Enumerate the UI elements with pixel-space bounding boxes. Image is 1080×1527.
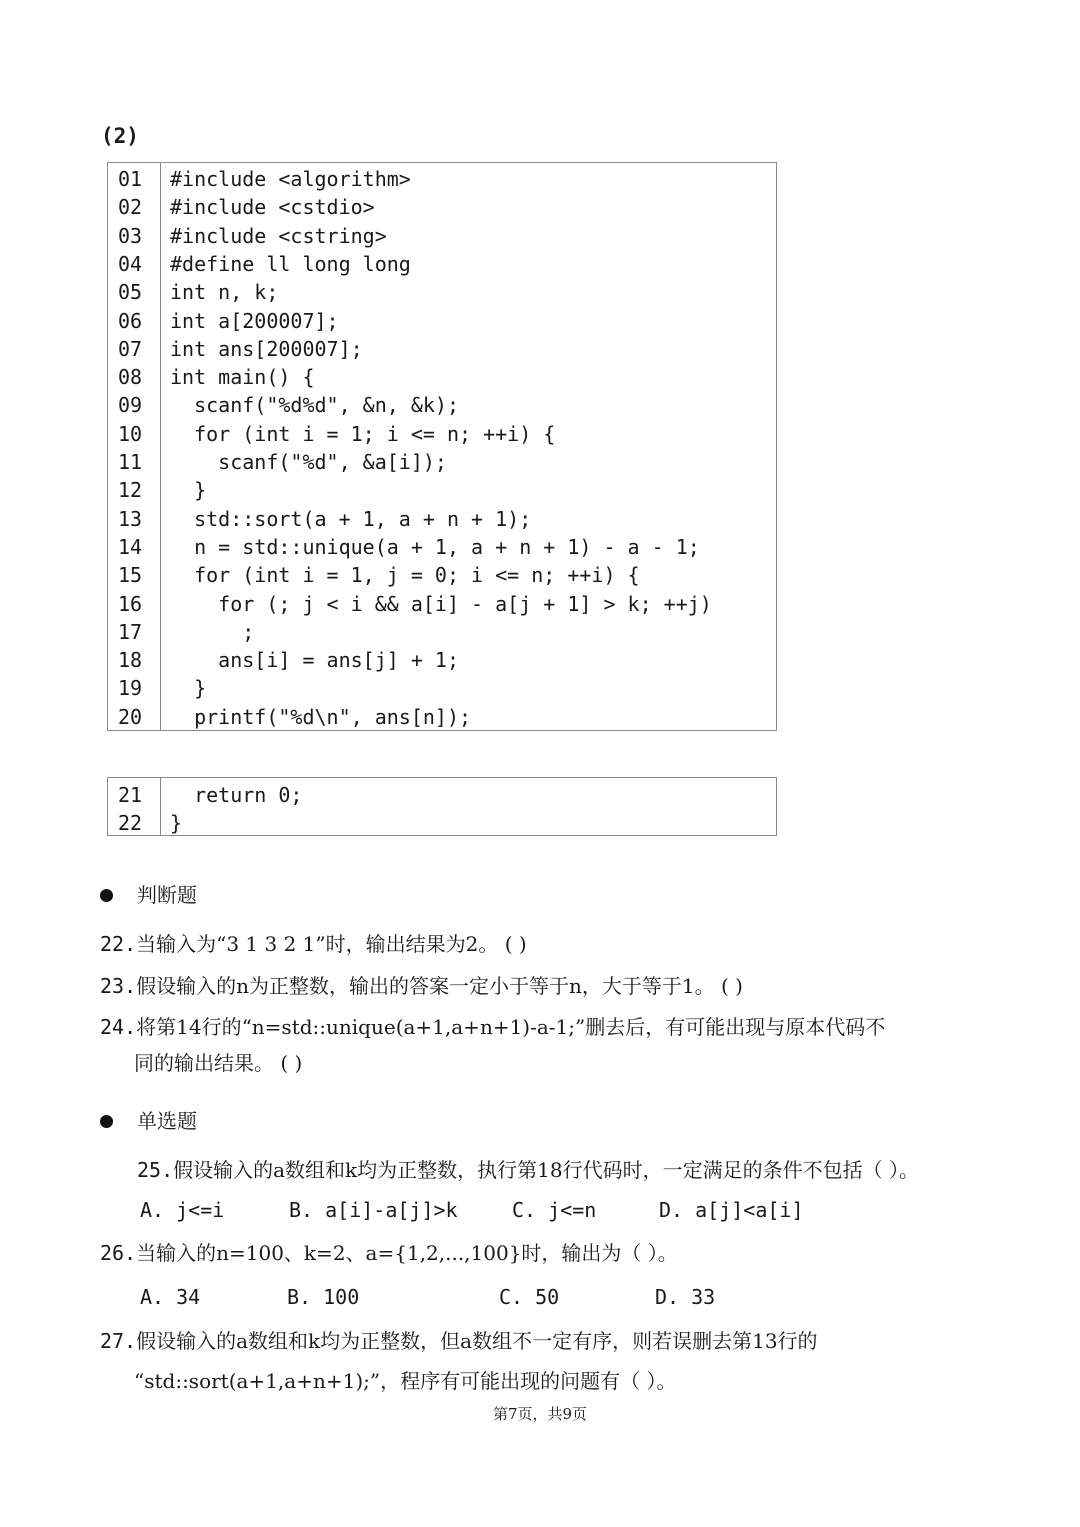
question-text-line-1: 假设输入的a数组和k均为正整数，但a数组不一定有序，则若误删去第13行的 xyxy=(136,1329,818,1353)
code-block-lines-21-22 xyxy=(107,777,777,836)
option-b: B. 100 xyxy=(287,1285,360,1309)
option-c: C. 50 xyxy=(499,1285,560,1309)
question-text: 假设输入的n为正整数，输出的答案一定小于等于n，大于等于1。 ( ) xyxy=(136,974,743,998)
code-text: return 0; xyxy=(170,783,303,807)
code-text: #include <algorithm> xyxy=(170,167,411,191)
question-number: 26. xyxy=(100,1241,137,1265)
code-text: #include <cstdio> xyxy=(170,195,375,220)
line-number: 21 xyxy=(118,783,143,807)
question-27 xyxy=(100,1323,980,1399)
question-text-line-2: “std::sort(a+1,a+n+1);”，程序有可能出现的问题有（ ）。 xyxy=(134,1369,677,1393)
question-22 xyxy=(100,926,980,962)
code-text: int n, k; xyxy=(170,280,279,305)
question-text-line-1: 将第14行的“n=std::unique(a+1,a+n+1)-a-1;”删去后，有可能出现与原本代码不 xyxy=(136,1015,886,1039)
code-text: } xyxy=(170,478,207,503)
question-text: 当输入为“3 1 3 2 1”时，输出结果为2。 ( ) xyxy=(136,932,527,956)
question-text: 当输入的n=100、k=2、a={1,2,...,100}时，输出为（ ）。 xyxy=(136,1241,678,1265)
line-number: 17 xyxy=(118,619,143,644)
line-number: 03 xyxy=(118,223,143,248)
option-b: B. a[i]-a[j]>k xyxy=(289,1198,458,1222)
page-footer: 第7页，共9页 xyxy=(492,1405,588,1423)
line-number: 02 xyxy=(118,195,143,220)
code-text: n = std::unique(a + 1, a + n + 1) - a - 1; xyxy=(170,534,700,559)
option-c: C. j<=n xyxy=(512,1198,597,1222)
line-number: 18 xyxy=(118,648,143,673)
option-a: A. j<=i xyxy=(140,1198,225,1222)
line-number: 14 xyxy=(118,534,143,559)
code-text: ; xyxy=(170,619,255,644)
code-text: for (int i = 1; i <= n; ++i) { xyxy=(170,421,556,446)
question-number: 24. xyxy=(100,1015,137,1039)
line-number: 20 xyxy=(118,704,143,729)
line-number: 15 xyxy=(118,563,143,588)
section-title-single-choice: 单选题 xyxy=(137,1109,197,1133)
bullet-icon xyxy=(100,889,113,902)
line-number: 22 xyxy=(118,811,143,835)
line-number: 07 xyxy=(118,336,143,361)
bullet-icon xyxy=(100,1115,113,1128)
code-text: #define ll long long xyxy=(170,251,411,276)
code-text: scanf("%d", &a[i]); xyxy=(170,450,447,474)
code-text: int a[200007]; xyxy=(170,308,339,333)
code-block-lines-1-20 xyxy=(107,162,777,731)
code-text: scanf("%d%d", &n, &k); xyxy=(170,393,459,418)
code-text: ans[i] = ans[j] + 1; xyxy=(170,648,459,673)
option-d: D. 33 xyxy=(655,1285,716,1309)
code-text: for (int i = 1, j = 0; i <= n; ++i) { xyxy=(170,563,640,588)
question-number: 25. xyxy=(137,1158,174,1182)
question-text-line-2: 同的输出结果。 ( ) xyxy=(134,1051,303,1075)
line-number: 05 xyxy=(118,280,143,305)
part-label: (2) xyxy=(101,124,139,148)
line-number: 06 xyxy=(118,308,143,333)
line-number: 19 xyxy=(118,676,143,701)
section-title-true-false: 判断题 xyxy=(137,883,197,907)
code-text: int ans[200007]; xyxy=(170,336,363,361)
line-number: 04 xyxy=(118,251,143,276)
code-text: } xyxy=(170,676,207,701)
question-23 xyxy=(100,968,980,1004)
line-number: 11 xyxy=(118,450,143,474)
question-26 xyxy=(100,1235,980,1271)
question-text: 假设输入的a数组和k均为正整数，执行第18行代码时，一定满足的条件不包括（ ）。 xyxy=(173,1158,919,1182)
code-text: } xyxy=(170,811,183,835)
line-number: 12 xyxy=(118,478,143,503)
question-number: 22. xyxy=(100,932,137,956)
line-number: 08 xyxy=(118,365,143,390)
code-text: int main() { xyxy=(170,365,315,390)
option-d: D. a[j]<a[i] xyxy=(659,1198,804,1222)
line-number: 09 xyxy=(118,393,143,418)
code-text: std::sort(a + 1, a + n + 1); xyxy=(170,506,532,531)
code-text: printf("%d\n", ans[n]); xyxy=(170,704,472,729)
code-text: #include <cstring> xyxy=(170,223,387,248)
question-25 xyxy=(137,1152,980,1188)
line-number: 10 xyxy=(118,421,143,446)
question-number: 23. xyxy=(100,974,137,998)
option-a: A. 34 xyxy=(140,1285,201,1309)
question-24 xyxy=(100,1009,980,1081)
line-number: 01 xyxy=(118,167,143,191)
question-number: 27. xyxy=(100,1329,137,1353)
line-number: 13 xyxy=(118,506,143,531)
code-text: for (; j < i && a[i] - a[j + 1] > k; ++j) xyxy=(170,591,712,616)
line-number: 16 xyxy=(118,591,143,616)
